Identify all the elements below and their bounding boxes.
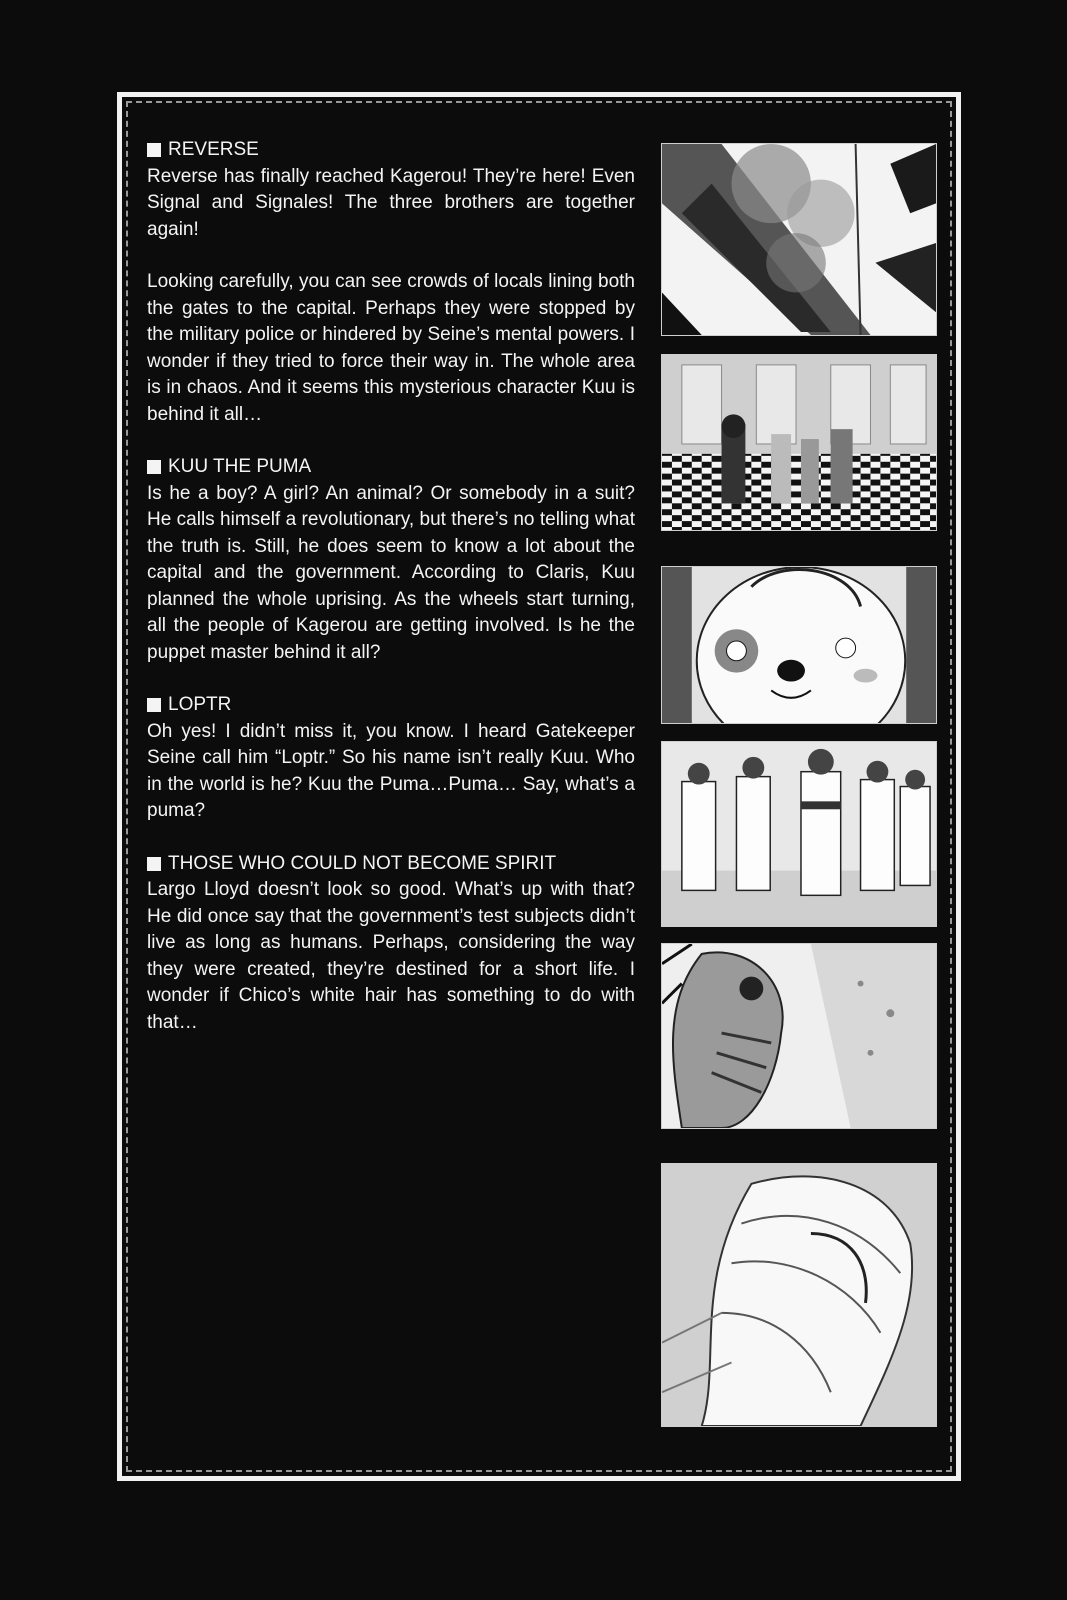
square-bullet-icon xyxy=(147,698,161,712)
manga-panel-ship xyxy=(661,143,937,336)
manga-panel-hall xyxy=(661,354,937,531)
manga-panel-decay xyxy=(661,943,937,1129)
paragraph: Largo Lloyd doesn’t look so good. What’s up with that? He did once say that the government’s test subjects didn’t live as long as humans. Perhaps, considering the way they were created, they’re destined for a short life. I wonder if Chico’s white hair has something to do with that… xyxy=(147,879,635,1033)
section-heading xyxy=(147,137,635,164)
heading-text: THOSE WHO COULD NOT BECOME SPIRIT xyxy=(168,852,557,874)
section-kuu-the-puma xyxy=(147,454,635,666)
manga-panel-hair xyxy=(661,1163,937,1427)
section-loptr xyxy=(147,692,635,825)
paragraph: Reverse has finally reached Kagerou! They’re here! Even Signal and Signales! The three brothers are together again! xyxy=(147,165,635,240)
section-heading xyxy=(147,851,635,878)
heading-text: LOPTR xyxy=(168,694,232,715)
manga-panel-crowd xyxy=(661,741,937,927)
heading-text: KUU THE PUMA xyxy=(168,456,312,477)
square-bullet-icon xyxy=(147,143,161,157)
section-heading xyxy=(147,454,635,481)
square-bullet-icon xyxy=(147,460,161,474)
section-reverse xyxy=(147,137,635,428)
square-bullet-icon xyxy=(147,857,161,871)
section-spirit xyxy=(147,851,635,1037)
section-heading xyxy=(147,692,635,719)
manga-panel-bear-face xyxy=(661,566,937,724)
commentary-column xyxy=(147,137,635,1062)
heading-text: REVERSE xyxy=(168,139,259,160)
paragraph: Oh yes! I didn’t miss it, you know. I heard Gatekeeper Seine call him “Loptr.” So his name isn’t really Kuu. Who in the world is he? Kuu the Puma…Puma… Say, what’s a puma? xyxy=(147,720,635,821)
paragraph: Is he a boy? A girl? An animal? Or somebody in a suit? He calls himself a revolutionary, but there’s no telling what the truth is. Still, he does seem to know a lot about the capital and the government. According to Claris, Kuu planned the whole uprising. As the wheels start turning, all the people of Kagerou are getting involved. Is he the puppet master behind it all? xyxy=(147,482,635,663)
paragraph: Looking carefully, you can see crowds of locals lining both the gates to the capital. Perhaps they were stopped by the military police or hindered by Seine’s mental powers. I wonder if they tried to force their way in. The whole area is in chaos. And it seems this mysterious character Kuu is behind it all… xyxy=(147,271,635,425)
